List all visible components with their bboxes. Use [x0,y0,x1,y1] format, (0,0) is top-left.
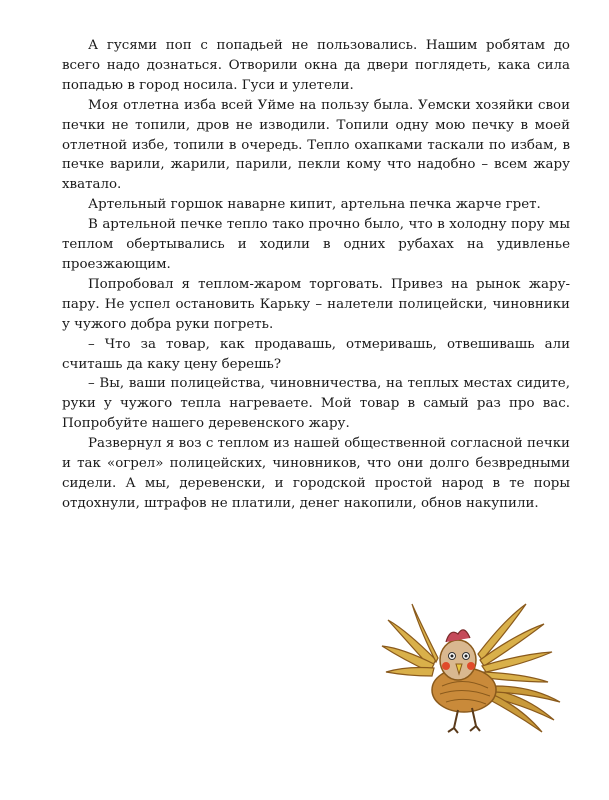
bird-illustration-icon [376,590,566,740]
paragraph: Попробовал я теплом-жаром торговать. Привез на рынок жару-пару. Не успел остановить Карьку – налетели полицейски, чиновники у чужого добра руки погреть. [62,276,570,332]
paragraph: Артельный горшок наварне кипит, артельна печка жарче грет. [88,197,541,213]
paragraph: В артельной печке тепло тако прочно было, что в холодну пору мы теплом обертывались и ходили в одних рубахах на удивленье проезжающим. [62,217,570,272]
paragraph: – Что за товар, как продавашь, отмеривашь, отвешивашь али считашь да каку цену берешь? [62,336,570,372]
paragraph: – Вы, ваши полицейства, чиновничества, на теплых местах сидите, руки у чужого тепла нагреваете. Мой товар в самый раз про вас. Попробуйте нашего деревенского жару. [62,376,570,432]
paragraph: Моя отлетна изба всей Уйме на пользу была. Уемски хозяйки свои печки не топили, дров не изводили. Топили одну мою печку в моей отлетной избе, топили в очередь. Тепло охапками таскали по избам, в печке варили, жарили, парили, пекли кому что надобно – всем жару хватало. [62,97,570,193]
paragraph: А гусями поп с попадьей не пользовались. Нашим робятам до всего надо дознаться. Отворили окна да двери поглядеть, кака сила попадью в город носила. Гуси и улетели. [62,38,570,93]
paragraph: Развернул я воз с теплом из нашей общественной согласной печки и так «огрел» полицейских, чиновников, что они долго безвредными сидели. А мы, деревенски, и городской простой народ в те поры отдохнули, штрафов не платили, денег накопили, обнов накупили. [62,436,570,511]
story-text [62,36,570,514]
